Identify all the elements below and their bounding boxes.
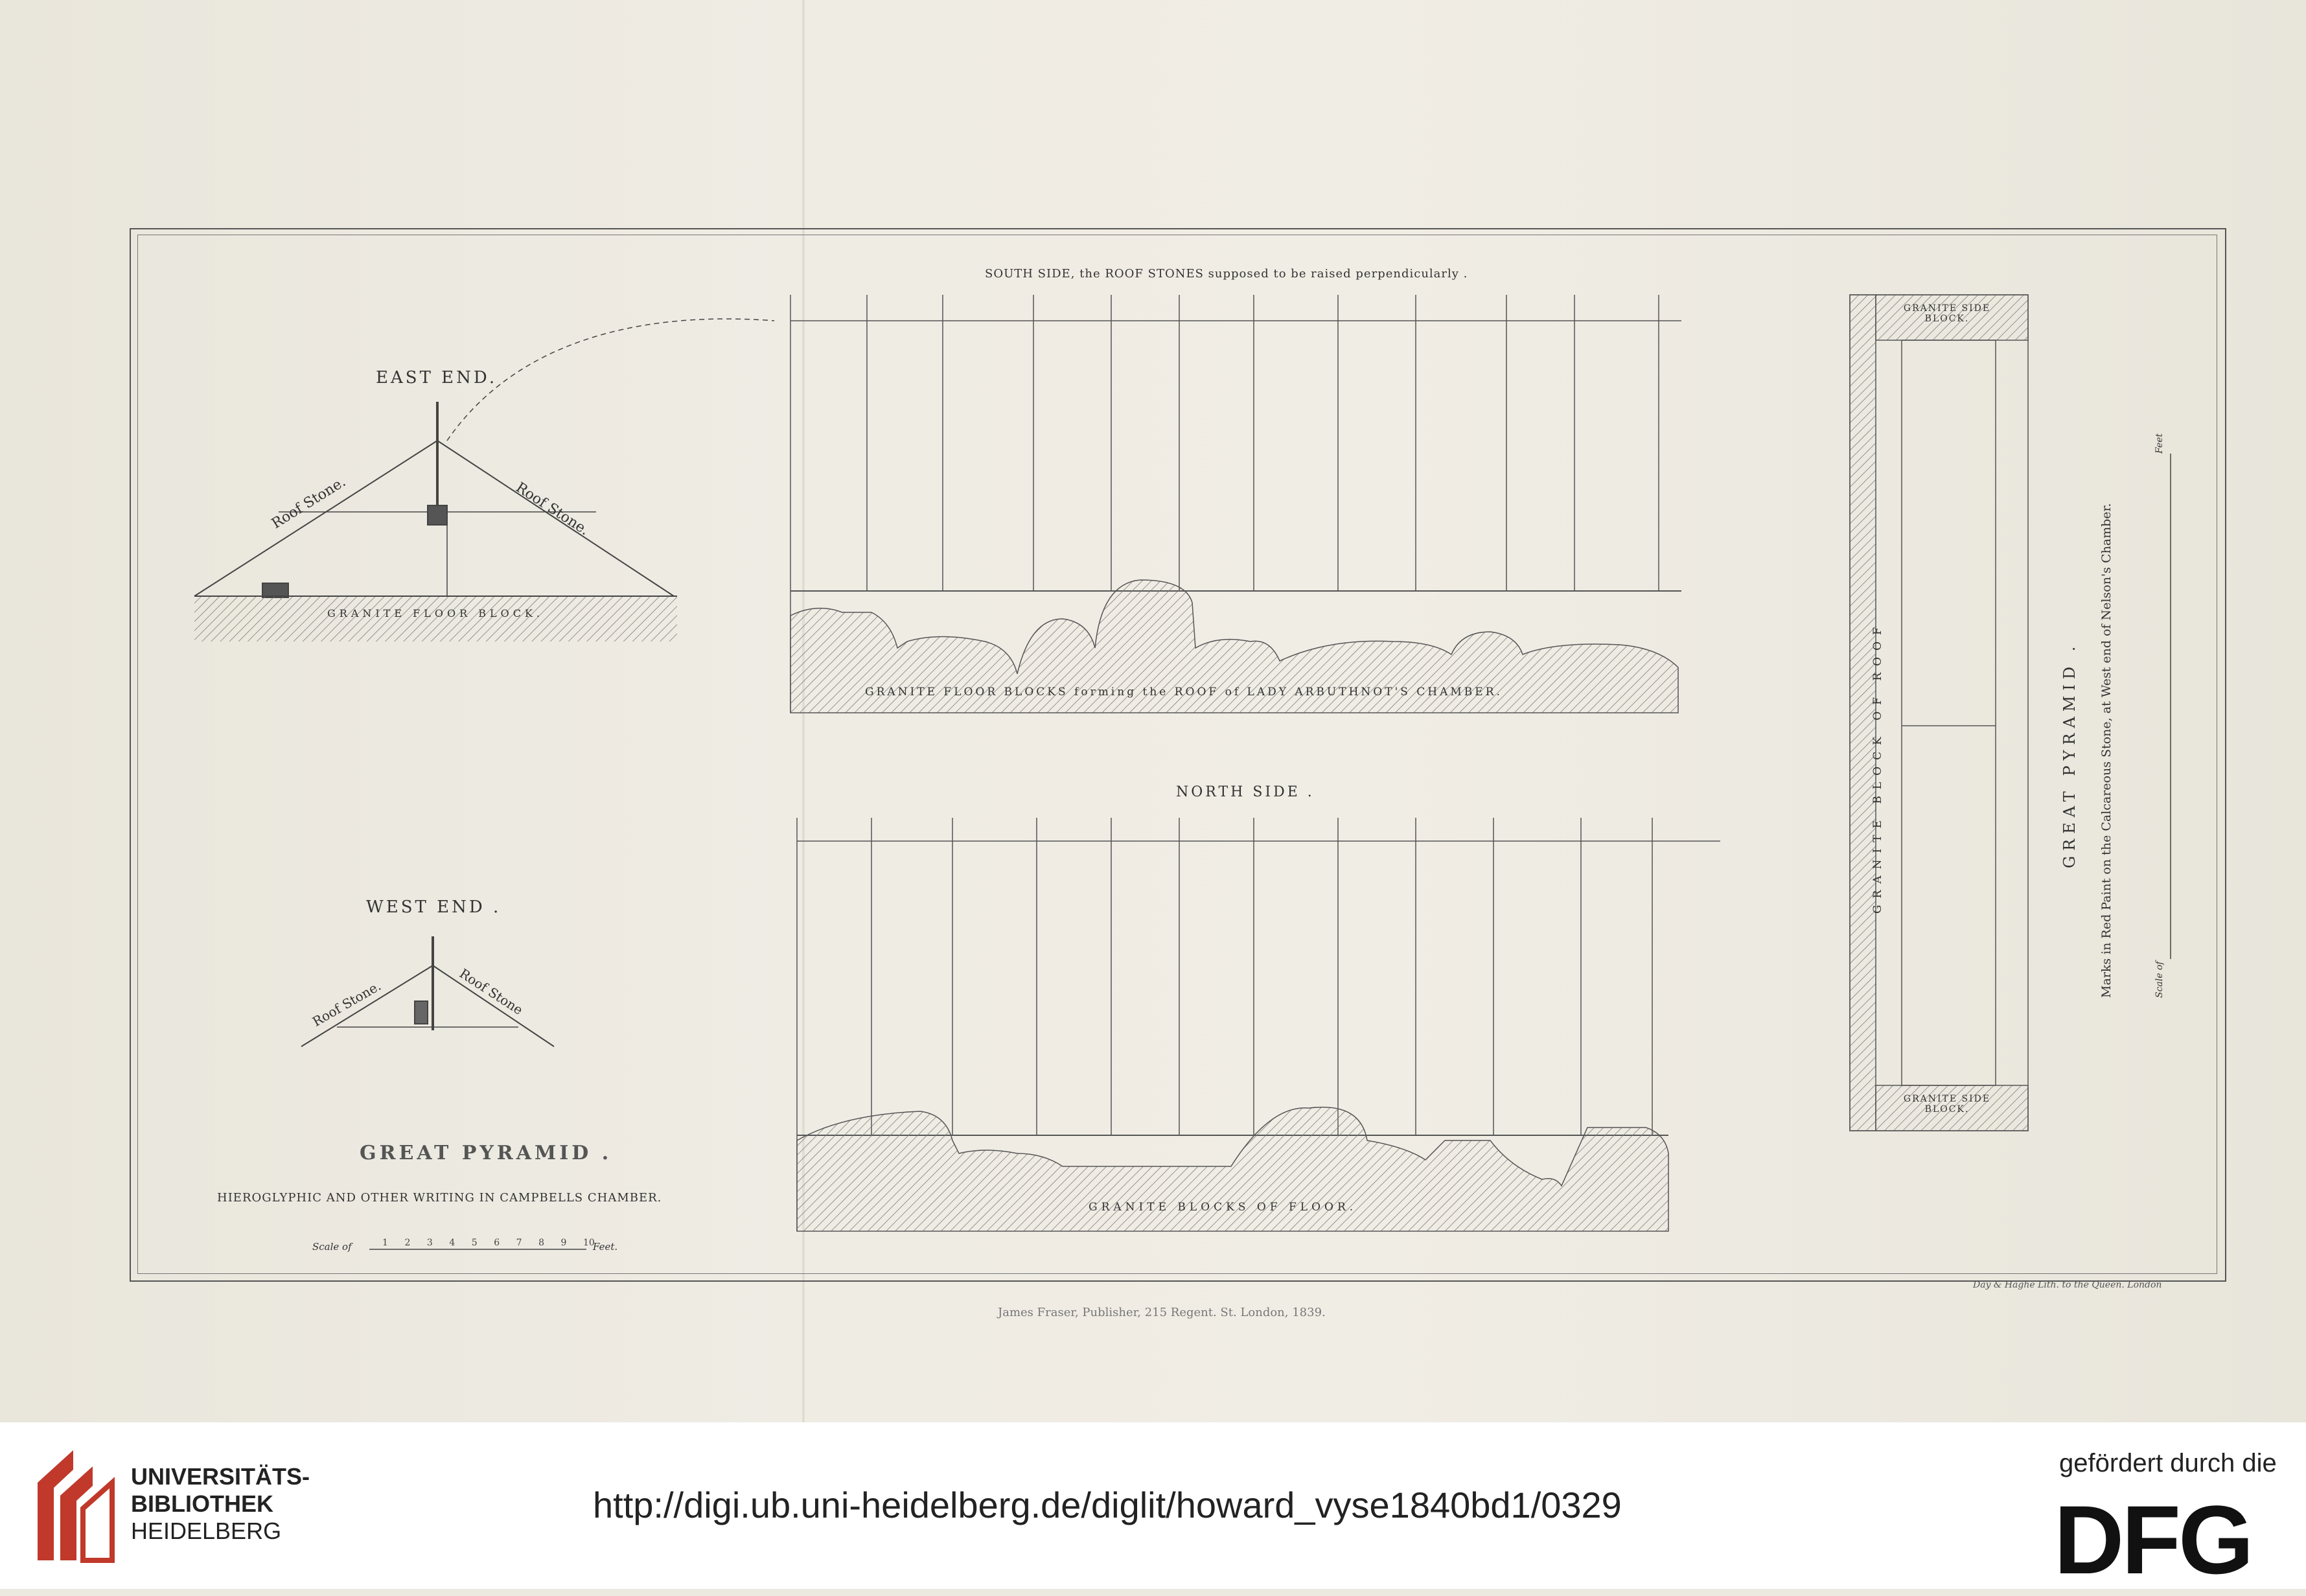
- east-end-label: EAST END.: [376, 368, 498, 387]
- funded-by-label: gefördert durch die: [2059, 1449, 2277, 1477]
- west-end-label: WEST END .: [366, 897, 502, 917]
- granite-floor-blocks-label: GRANITE FLOOR BLOCKS forming the ROOF of LADY ARBUTHNOT'S CHAMBER.: [865, 686, 1503, 699]
- scale-tick-label: 5: [471, 1238, 478, 1248]
- scale-tick-label: 3: [426, 1238, 433, 1248]
- scale-tick-label: 9: [560, 1238, 567, 1248]
- roof-stone-label-left: Roof Stone.: [269, 474, 349, 533]
- north-side-title: NORTH SIDE .: [1176, 784, 1315, 800]
- west-roof-stone-right: Roof Stone: [456, 966, 526, 1018]
- north-side-diagram: [797, 818, 1720, 1231]
- scale-tick-label: 1: [382, 1238, 388, 1248]
- right-subtitle: Marks in Red Paint on the Calcareous Stone, at West end of Nelson's Chamber.: [2099, 503, 2114, 998]
- scale-label: Scale of: [312, 1241, 352, 1253]
- granite-blocks-of-floor-label: GRANITE BLOCKS OF FLOOR.: [1089, 1201, 1357, 1214]
- granite-side-block-bottom: GRANITE SIDE BLOCK.: [1903, 1094, 1991, 1115]
- lithographer-line: Day & Haghe Lith. to the Queen. London: [1973, 1280, 2162, 1290]
- granite-floor-block-label: GRANITE FLOOR BLOCK.: [327, 607, 544, 619]
- scale-tick-label: 4: [449, 1238, 455, 1248]
- scale-tick-label: 8: [538, 1238, 545, 1248]
- granite-side-block-top: GRANITE SIDE BLOCK.: [1903, 303, 1991, 324]
- granite-block-of-roof-label: GRANITE BLOCK OF ROOF: [1871, 621, 1884, 914]
- south-side-title: SOUTH SIDE, the ROOF STONES supposed to be raised perpendicularly .: [985, 267, 1468, 281]
- scale-tick-label: 2: [404, 1238, 411, 1248]
- library-line-1: UNIVERSITÄTS-: [131, 1463, 310, 1490]
- right-title: GREAT PYRAMID .: [2060, 641, 2079, 868]
- publisher-line: James Fraser, Publisher, 215 Regent. St. London, 1839.: [998, 1306, 1326, 1319]
- right-scale-label: Scale of: [2154, 961, 2165, 998]
- east-end-diagram: [194, 319, 774, 642]
- main-title: GREAT PYRAMID .: [360, 1142, 612, 1164]
- scale-tick-label: 6: [494, 1238, 500, 1248]
- library-line-2: BIBLIOTHEK: [131, 1490, 273, 1517]
- subtitle: HIEROGLYPHIC AND OTHER WRITING IN CAMPBELLS CHAMBER.: [217, 1191, 662, 1205]
- library-line-3: HEIDELBERG: [131, 1518, 282, 1544]
- dfg-logo: DFG: [2054, 1485, 2252, 1594]
- right-scale-unit: Feet: [2154, 433, 2165, 454]
- west-end-diagram: [301, 936, 554, 1047]
- permalink-url[interactable]: http://digi.ub.uni-heidelberg.de/diglit/howard_vyse1840bd1/0329: [593, 1485, 1622, 1525]
- roof-stone-label-right: Roof Stone.: [513, 480, 592, 539]
- scale-unit: Feet.: [593, 1241, 618, 1253]
- south-side-diagram: [790, 295, 1681, 713]
- library-name: [131, 1463, 310, 1545]
- ub-heidelberg-logo-icon: [25, 1444, 122, 1567]
- scale-tick-label: 7: [516, 1238, 522, 1248]
- west-roof-stone-left: Roof Stone.: [310, 978, 384, 1030]
- scale-tick-label: 10: [583, 1238, 595, 1248]
